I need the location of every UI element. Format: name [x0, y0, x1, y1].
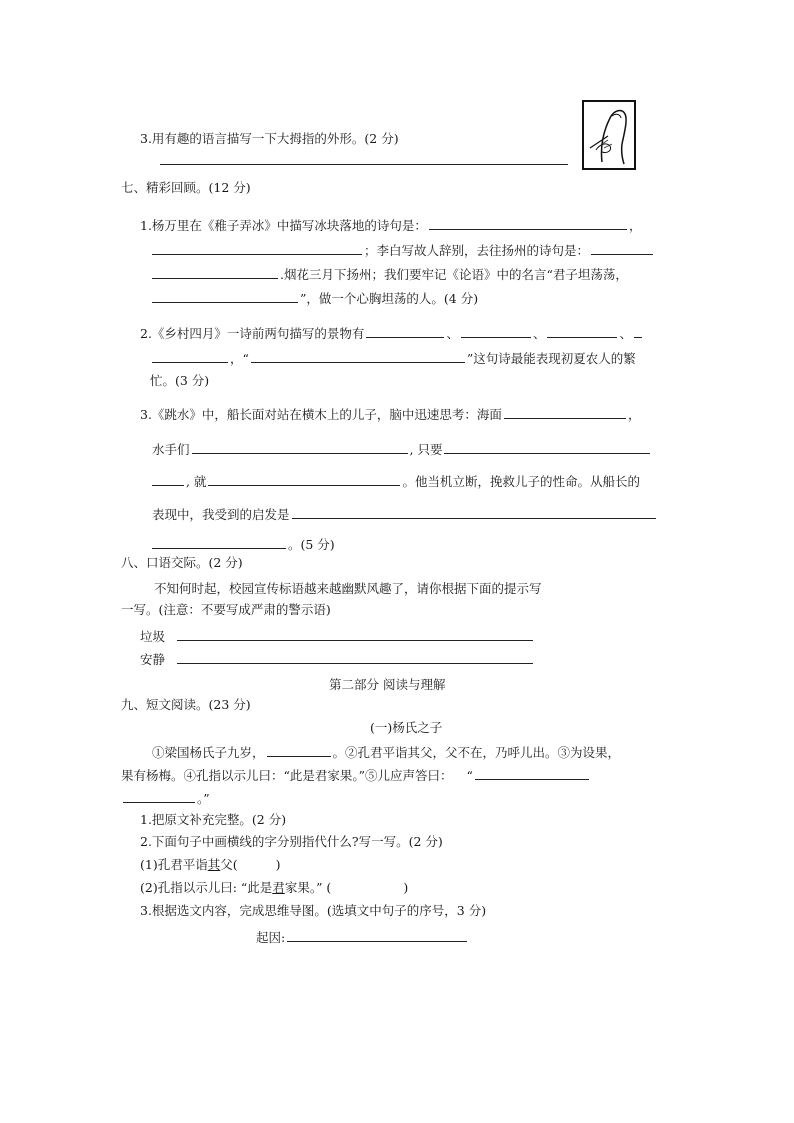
section-7-title: 七、精彩回顾。(12 分): [121, 180, 251, 195]
blank[interactable]: [267, 743, 331, 757]
blank[interactable]: [177, 650, 533, 664]
s7-q2-line3: 忙。(3 分): [150, 373, 210, 388]
part-2-title: 第二部分 阅读与理解: [329, 677, 446, 692]
s9-q2: 2.下面句子中画横线的字分别指代什么?写一写。(2 分): [140, 834, 443, 849]
blank[interactable]: [504, 405, 626, 419]
passage-title: (一)杨氏之子: [370, 720, 443, 735]
s9-q3: 3.根据选文内容，完成思维导图。(选填文中句子的序号，3 分): [140, 903, 487, 918]
thumb-sketch-image: [582, 100, 636, 170]
blank[interactable]: [152, 472, 184, 486]
blank[interactable]: [192, 440, 408, 454]
s7-q2-line2: ，“ ”这句诗最能表现初夏农人的繁: [150, 349, 636, 367]
blank[interactable]: [251, 349, 465, 363]
blank[interactable]: [547, 324, 617, 338]
s7-q3-line3: , 就 。他当机立断，挽救儿子的性命。从船长的: [150, 472, 640, 490]
s7-q1-line4: ”，做一个心胸坦荡的人。(4 分): [150, 289, 478, 307]
blank[interactable]: [292, 505, 656, 519]
section-8-title: 八、口语交际。(2 分): [121, 555, 243, 570]
s9-q2-1: (1)孔君平诣其父( ): [140, 857, 281, 872]
s7-q1-line1: 1.杨万里在《稚子弄冰》中描写冰块落地的诗句是： ，: [140, 218, 642, 233]
blank[interactable]: [475, 766, 589, 780]
s7-q3-line4: 表现中，我受到的启发是: [152, 505, 658, 523]
blank[interactable]: [591, 241, 653, 255]
passage-line-3: 。”: [121, 789, 210, 807]
s8-slogan-1: 垃圾: [140, 627, 535, 645]
passage-line-1: ①梁国杨氏子九岁， 。②孔君平诣其父，父不在，乃呼儿出。③为设果，: [152, 745, 621, 760]
blank[interactable]: [152, 289, 298, 303]
blank[interactable]: [152, 265, 278, 279]
s9-q1: 1.把原文补充完整。(2 分): [140, 812, 287, 827]
section-9-title: 九、短文阅读。(23 分): [121, 697, 251, 712]
blank[interactable]: [461, 324, 531, 338]
s7-q3-line2: 水手们 , 只要: [152, 440, 652, 458]
passage-line-2: 果有杨梅。④孔指以示儿曰：“此是君家果。”⑤儿应声答曰： “: [121, 766, 591, 784]
blank[interactable]: [287, 928, 467, 942]
question-7-3: 3.用有趣的语言描写一下大拇指的外形。(2 分): [140, 131, 399, 146]
s8-slogan-2: 安静: [140, 650, 535, 668]
s8-paragraph-2: 一写。(注意：不要写成严肃的警示语): [121, 602, 331, 617]
s7-q3-line1: 3.《跳水》中，船长面对站在横木上的儿子，脑中迅速思考：海面 ，: [140, 407, 641, 422]
s7-q2-line1: 2.《乡村四月》一诗前两句描写的景物有 、 、 、: [140, 324, 644, 342]
blank[interactable]: [152, 241, 362, 255]
blank[interactable]: [634, 324, 642, 338]
s7-q1-line2: ；李白写故人辞别，去往扬州的诗句是：: [150, 241, 655, 259]
mindmap-cause: 起因:: [256, 928, 469, 946]
s8-paragraph-1: 不知何时起，校园宣传标语越来越幽默风趣了，请你根据下面的提示写: [154, 581, 542, 596]
blank[interactable]: [366, 324, 444, 338]
blank[interactable]: [429, 216, 627, 230]
blank[interactable]: [152, 535, 286, 549]
s7-q3-line5: 。(5 分): [150, 535, 335, 553]
blank[interactable]: [444, 440, 650, 454]
s9-q2-2: (2)孔指以示儿曰: “此是君家果。” ( ): [140, 880, 409, 895]
blank[interactable]: [123, 789, 195, 803]
blank[interactable]: [152, 349, 228, 363]
blank[interactable]: [177, 627, 533, 641]
s7-q1-line3: .烟花三月下扬州；我们要牢记《论语》中的名言“君子坦荡荡，: [150, 265, 628, 283]
answer-line[interactable]: [160, 164, 568, 165]
blank[interactable]: [208, 472, 400, 486]
